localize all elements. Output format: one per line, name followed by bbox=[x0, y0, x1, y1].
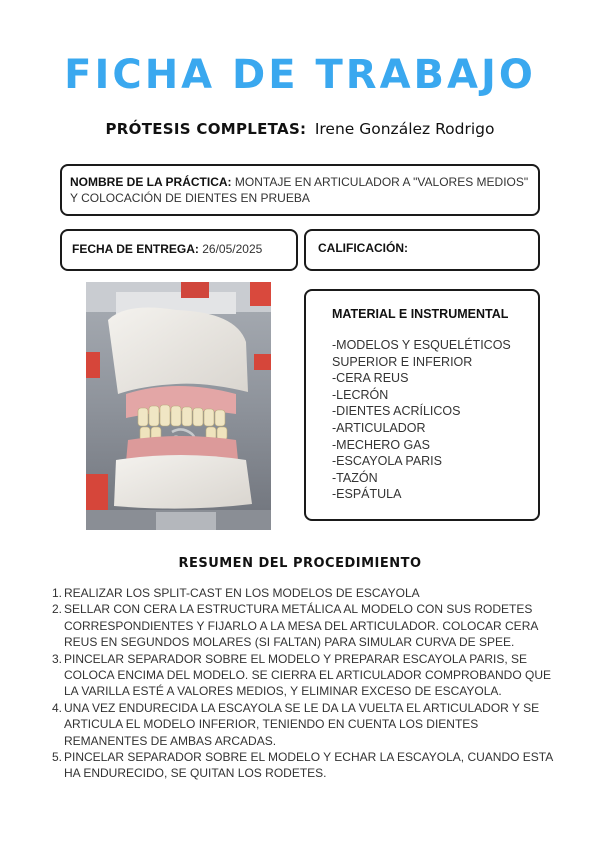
procedure-steps bbox=[52, 585, 562, 782]
page-title: FICHA DE TRABAJO bbox=[64, 52, 536, 98]
material-item: -MODELOS Y ESQUELÉTICOS SUPERIOR E INFERIOR bbox=[332, 338, 511, 369]
material-item: -ARTICULADOR bbox=[332, 420, 426, 435]
step-text: PINCELAR SEPARADOR SOBRE EL MODELO Y PREPARAR ESCAYOLA PARIS, SE COLOCA ENCIMA DEL MODELO. SE CIERRA EL ARTICULADOR COMPROBANDO QUE LA VARILLA ESTÉ A VALORES MEDIOS, Y ELIMINAR EXCESO DE ESCAYOLA. bbox=[64, 651, 551, 699]
procedure-step bbox=[52, 585, 562, 601]
procedure-step bbox=[52, 601, 562, 650]
step-text: UNA VEZ ENDURECIDA LA ESCAYOLA SE LE DA LA VUELTA EL ARTICULADOR Y SE ARTICULA EL MODELO INFERIOR, TENIENDO EN CUENTA LOS DIENTES REMANENTES DE AMBAS ARCADAS. bbox=[64, 700, 540, 748]
step-number: 2. bbox=[52, 602, 63, 617]
grade-label: CALIFICACIÓN: bbox=[318, 241, 408, 255]
material-item: -ESCAYOLA PARIS bbox=[332, 454, 442, 469]
material-item: -DIENTES ACRÍLICOS bbox=[332, 404, 461, 419]
material-heading: MATERIAL E INSTRUMENTAL bbox=[332, 307, 509, 321]
student-name: Irene González Rodrigo bbox=[314, 120, 495, 138]
material-item: -LECRÓN bbox=[332, 387, 389, 402]
step-number: 4. bbox=[52, 700, 63, 715]
delivery-label: FECHA DE ENTREGA: bbox=[72, 242, 199, 256]
material-item: -CERA REUS bbox=[332, 371, 409, 386]
step-number: 3. bbox=[52, 651, 63, 666]
practice-label: NOMBRE DE LA PRÁCTICA: bbox=[70, 175, 232, 189]
grade-box bbox=[304, 229, 540, 271]
material-item: -TAZÓN bbox=[332, 470, 378, 485]
procedure-step bbox=[52, 700, 562, 749]
dental-models-photo bbox=[86, 282, 271, 530]
material-item: -ESPÁTULA bbox=[332, 487, 402, 502]
step-number: 1. bbox=[52, 586, 63, 600]
step-text: REALIZAR LOS SPLIT-CAST EN LOS MODELOS DE ESCAYOLA bbox=[64, 586, 420, 600]
delivery-date-box bbox=[60, 229, 298, 271]
subtitle-label: PRÓTESIS COMPLETAS: bbox=[105, 120, 307, 138]
procedure-step bbox=[52, 749, 562, 782]
practice-box bbox=[60, 164, 540, 216]
practice-photo bbox=[86, 282, 271, 530]
practice-value: MONTAJE EN ARTICULADOR A "VALORES MEDIOS" Y COLOCACIÓN DE DIENTES EN PRUEBA bbox=[70, 175, 529, 205]
step-number: 5. bbox=[52, 750, 63, 765]
step-text: PINCELAR SEPARADOR SOBRE EL MODELO Y ECHAR LA ESCAYOLA, CUANDO ESTA HA ENDURECIDO, SE QUITAN LOS RODETES. bbox=[64, 750, 553, 781]
procedure-step bbox=[52, 651, 562, 700]
material-box bbox=[304, 289, 540, 521]
material-item: -MECHERO GAS bbox=[332, 437, 430, 452]
delivery-value: 26/05/2025 bbox=[202, 242, 263, 256]
step-text: SELLAR CON CERA LA ESTRUCTURA METÁLICA AL MODELO CON SUS RODETES CORRESPONDIENTES Y FIJARLO A LA MESA DEL ARTICULADOR. COLOCAR CERA REUS EN SEGUNDOS MOLARES (SI FALTAN) PARA SIMULAR CURVA DE SPEE. bbox=[64, 602, 538, 650]
subtitle bbox=[0, 120, 600, 139]
summary-title: RESUMEN DEL PROCEDIMIENTO bbox=[178, 556, 422, 571]
